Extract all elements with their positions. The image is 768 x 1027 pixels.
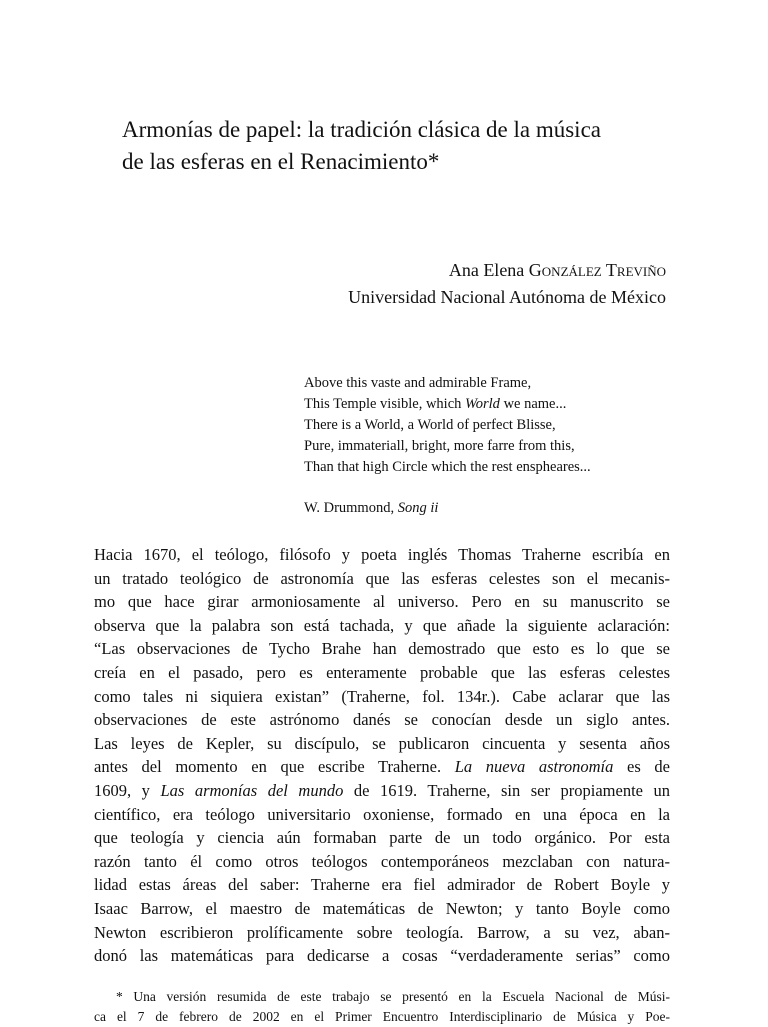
epigraph-line: There is a World, a World of perfect Blisse, — [304, 417, 556, 433]
body-line: lidad estas áreas del saber: Traherne era fiel admirador de Robert Boyle y — [94, 875, 670, 895]
footnote — [94, 987, 670, 1027]
footnote-line-1: * Una versión resumida de este trabajo se presentó en la Escuela Nacional de Músi- — [116, 989, 670, 1004]
attribution-author: W. Drummond, — [304, 500, 398, 516]
body-line: observa que la palabra son está tachada, y que añade la siguiente aclaración: — [94, 615, 670, 635]
epigraph-line: Than that high Circle which the rest enspheares... — [304, 459, 591, 475]
body-line: Isaac Barrow, el maestro de matemáticas de Newton; y tanto Boyle como — [94, 898, 670, 918]
epigraph-line: Pure, immateriall, bright, more farre from this, — [304, 438, 575, 454]
epigraph-line: This Temple visible, which World we name... — [304, 396, 567, 412]
body-line: creía en el pasado, pero es enteramente probable que las esferas celestes — [94, 662, 670, 682]
body-line: razón tanto él como otros teólogos contemporáneos mezclaban con natura- — [94, 851, 670, 871]
epigraph — [304, 373, 684, 478]
article-title — [122, 114, 722, 178]
body-line: un tratado teológico de astronomía que las esferas celestes son el mecanis- — [94, 568, 670, 588]
title-line-1: Armonías de papel: la tradición clásica de la música — [122, 117, 601, 142]
body-line: científico, era teólogo universitario oxoniense, formado en una época en la — [94, 804, 670, 824]
body-line: observaciones de este astrónomo danés se conocían desde un siglo antes. — [94, 710, 670, 730]
attribution-work: Song ii — [397, 500, 439, 516]
body-paragraph — [94, 543, 670, 968]
epigraph-attribution — [304, 498, 438, 519]
body-line: mo que hace girar armoniosamente al universo. Pero en su manuscrito se — [94, 592, 670, 612]
body-line: como tales ni siquiera existan” (Traherne, fol. 134r.). Cabe aclarar que las — [94, 686, 670, 706]
epigraph-line: Above this vaste and admirable Frame, — [304, 375, 532, 391]
body-line: “Las observaciones de Tycho Brahe han demostrado que esto es lo que se — [94, 639, 670, 659]
title-line-2: de las esferas en el Renacimiento* — [122, 149, 440, 174]
body-line: Las leyes de Kepler, su discípulo, se publicaron cincuenta y sesenta años — [94, 733, 670, 753]
author-surname: González Treviño — [528, 260, 666, 280]
body-line: 1609, y Las armonías del mundo de 1619. Traherne, sin ser propiamente un — [94, 780, 671, 800]
body-line: antes del momento en que escribe Traherne. La nueva astronomía es de — [94, 757, 670, 777]
author-name — [348, 257, 666, 284]
author-block — [348, 257, 666, 311]
body-line: que teología y ciencia aún formaban parte de un todo orgánico. Por esta — [94, 828, 670, 848]
author-given-name: Ana Elena — [448, 260, 529, 280]
body-line: donó las matemáticas para dedicarse a cosas “verdaderamente serias” como — [94, 946, 670, 966]
footnote-line-2: ca el 7 de febrero de 2002 en el Primer Encuentro Interdisciplinario de Música y Poe- — [94, 1009, 670, 1024]
body-line: Hacia 1670, el teólogo, filósofo y poeta inglés Thomas Traherne escribía en — [94, 545, 670, 564]
body-line: Newton escribieron prolíficamente sobre teología. Barrow, a su vez, aban- — [94, 922, 670, 942]
author-affiliation: Universidad Nacional Autónoma de México — [348, 287, 666, 307]
